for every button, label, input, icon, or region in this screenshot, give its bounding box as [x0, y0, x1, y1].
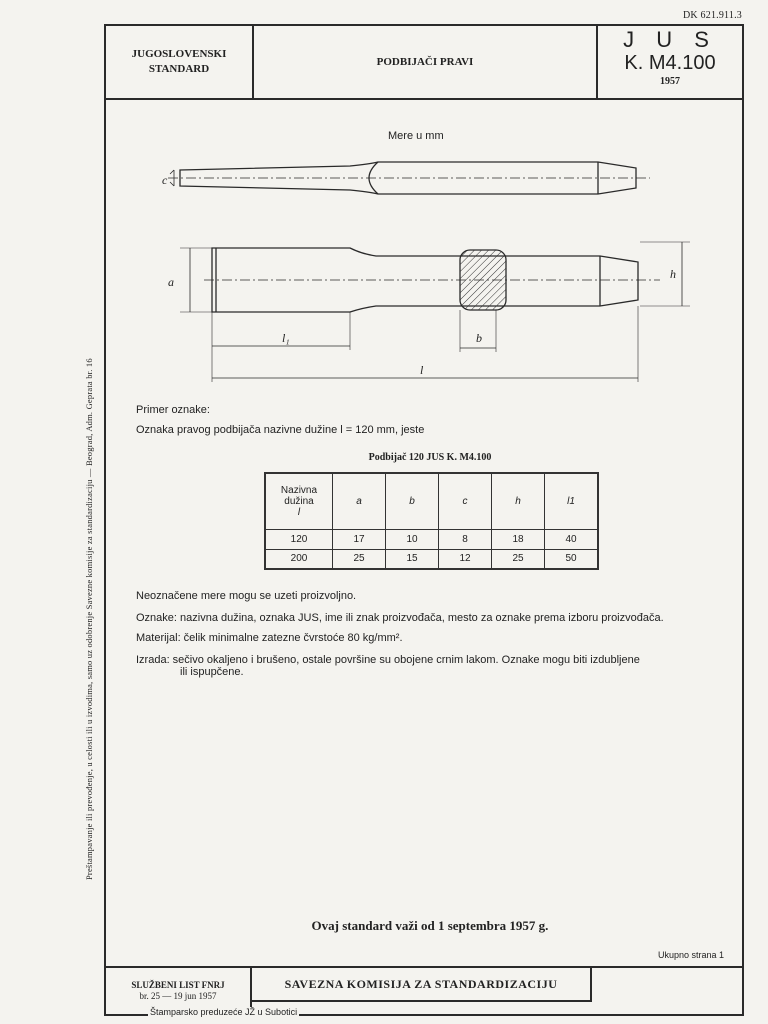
table-cell: 40	[545, 529, 599, 549]
gazette-issue: br. 25 — 19 jun 1957	[139, 991, 217, 1001]
label-c: c	[162, 173, 168, 187]
table-cell: 10	[386, 529, 439, 549]
total-pages: Ukupno strana 1	[657, 950, 724, 960]
label-h: h	[670, 267, 676, 281]
table-row	[265, 549, 598, 569]
standard-year: 1957	[660, 76, 680, 87]
issuer-line-1: JUGOSLOVENSKI	[131, 48, 227, 60]
table-cell: 25	[492, 549, 545, 569]
table-cell: 25	[333, 549, 386, 569]
table-caption: Podbijač 120 JUS K. M4.100	[368, 452, 492, 463]
note-material: Materijal: čelik minimalne zatezne čvrstoće 80 kg/mm².	[136, 632, 403, 644]
technical-drawing	[150, 150, 710, 390]
table-cell: 200	[265, 549, 333, 569]
col-nominal-line3: l	[297, 506, 301, 518]
note-markings: Oznake: nazivna dužina, oznaka JUS, ime ili znak proizvođača, mesto za oznake prema izboru proizvođača.	[136, 612, 664, 624]
note-unmarked-dimensions: Neoznačene mere mogu se uzeti proizvoljno.	[136, 590, 357, 602]
note-manufacture-cont: ili ispupčene.	[180, 666, 244, 678]
issuer-line-2: STANDARD	[148, 63, 210, 75]
standard-number: K. M4.100	[624, 52, 716, 74]
col-nominal-line2: dužina	[284, 495, 314, 507]
cross-section	[460, 250, 506, 310]
label-l1: l₁	[282, 331, 290, 345]
col-nominal-length	[265, 473, 333, 529]
side-view	[168, 162, 650, 194]
col-l1: l1	[545, 473, 599, 529]
label-b: b	[476, 331, 482, 345]
dk-classification: DK 621.911.3	[683, 10, 742, 21]
front-view	[180, 242, 690, 382]
printer-note: Štamparsko preduzeće JŽ u Subotici	[150, 1007, 298, 1017]
example-heading: Primer oznake:	[136, 404, 210, 416]
document-title: PODBIJAČI PRAVI	[376, 56, 474, 68]
validity-statement: Ovaj standard važi od 1 septembra 1957 g.	[311, 918, 549, 933]
table-cell: 15	[386, 549, 439, 569]
copyright-side-note: Preštampavanje ili prevođenje, u celosti ili u izvodima, samo uz odobrenje Savezne komisije za standardizaciju — Beograd, Adm. Geprata br. 16	[84, 358, 94, 880]
label-a: a	[168, 275, 174, 289]
dimensions-table	[264, 472, 599, 570]
table-cell: 17	[333, 529, 386, 549]
col-a: a	[333, 473, 386, 529]
example-sentence: Oznaka pravog podbijača nazivne dužine l = 120 mm, jeste	[136, 424, 425, 436]
col-c: c	[439, 473, 492, 529]
table-cell: 8	[439, 529, 492, 549]
table-cell: 18	[492, 529, 545, 549]
table-cell: 50	[545, 549, 599, 569]
note-manufacture: Izrada: sečivo okaljeno i brušeno, ostale površine su obojene crnim lakom. Oznake mogu biti izdubljene	[136, 654, 640, 666]
jus-mark: J U S	[623, 27, 717, 52]
commission-name: SAVEZNA KOMISIJA ZA STANDARDIZACIJU	[252, 968, 592, 1002]
issuer-box	[106, 26, 254, 98]
table-cell: 12	[439, 549, 492, 569]
col-h: h	[492, 473, 545, 529]
standard-code-box	[596, 26, 742, 98]
gazette-title: SLUŽBENI LIST FNRJ	[131, 980, 225, 990]
table-row	[265, 529, 598, 549]
label-l: l	[420, 363, 424, 377]
col-nominal-line1: Nazivna	[280, 484, 318, 496]
col-b: b	[386, 473, 439, 529]
table-cell: 120	[265, 529, 333, 549]
units-note: Mere u mm	[388, 130, 444, 142]
